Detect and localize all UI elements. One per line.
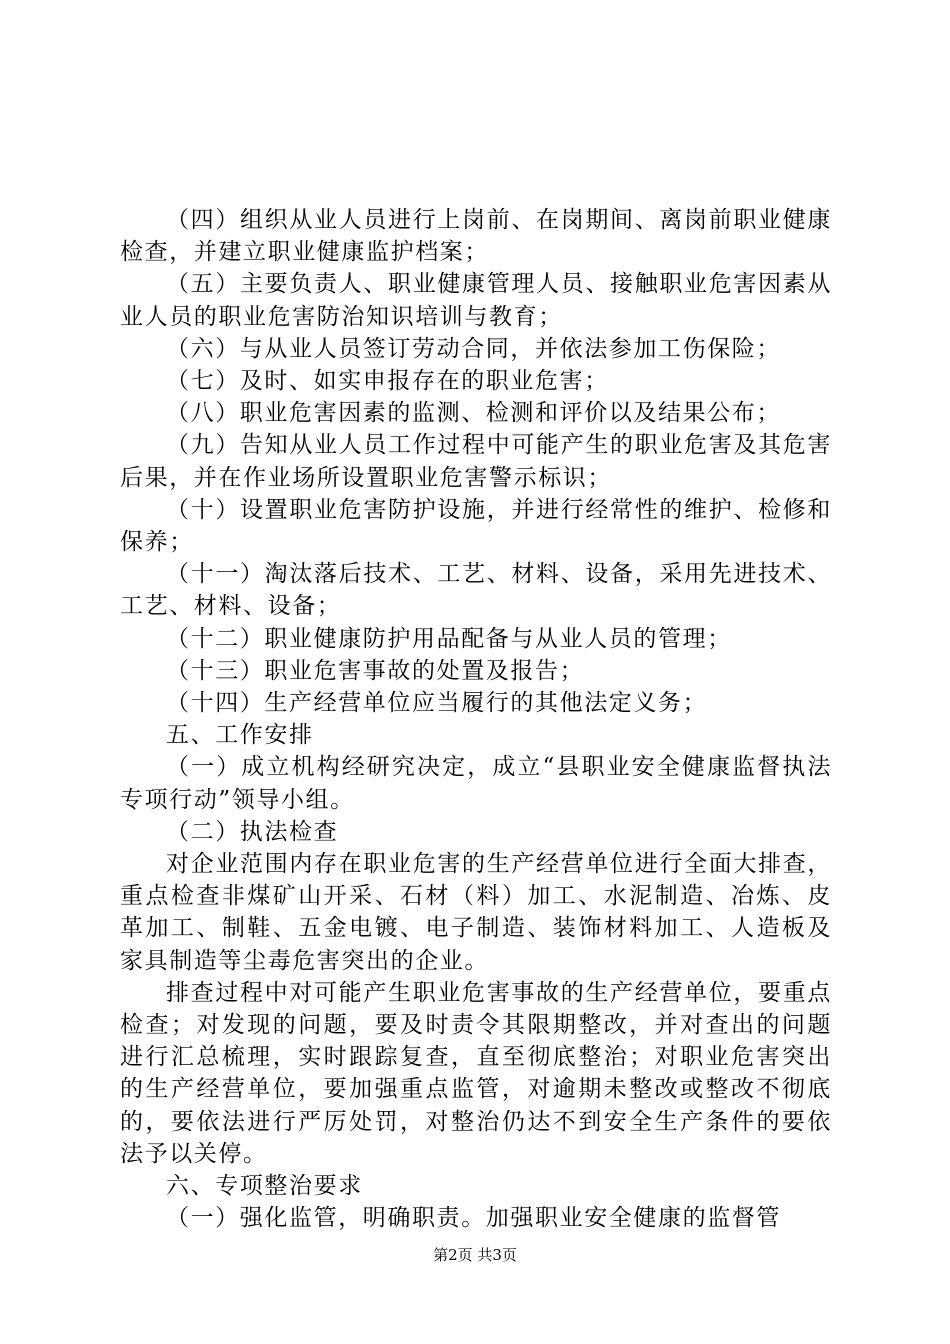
paragraph: （十三）职业危害事故的处置及报告； (166, 657, 585, 684)
paragraph: （十四）生产经营单位应当履行的其他法定义务； (166, 690, 708, 717)
paragraph: 排查过程中对可能产生职业危害事故的生产经营单位，要重点检查；对发现的问题，要及时责令其限期整改，并对查出的问题进行汇总梳理，实时跟踪复查，直至彻底整治；对职业危害突出的生产经营单位，要加强重点监管，对逾期未整改或整改不彻底的，要依法进行严厉处罚，对整治仍达不到安全生产条件的要依法予以关停。 (120, 979, 832, 1167)
paragraph: （一）成立机构经研究决定，成立“县职业安全健康监督执法专项行动”领导小组。 (120, 754, 832, 813)
paragraph: （九）告知从业人员工作过程中可能产生的职业危害及其危害后果，并在作业场所设置职业危害警示标识； (120, 432, 832, 491)
paragraph: （五）主要负责人、职业健康管理人员、接触职业危害因素从业人员的职业危害防治知识培训与教育； (120, 271, 832, 330)
paragraph: （一）强化监管，明确职责。加强职业安全健康的监督管 (166, 1205, 781, 1232)
paragraph: 对企业范围内存在职业危害的生产经营单位进行全面大排查，重点检查非煤矿山开采、石材（料）加工、水泥制造、冶炼、皮革加工、制鞋、五金电镀、电子制造、装饰材料加工、人造板及家具制造等尘毒危害突出的企业。 (120, 851, 832, 974)
section-heading: 六、专项整治要求 (166, 1173, 363, 1200)
document-body (120, 204, 832, 1235)
paragraph: （十二）职业健康防护用品配备与从业人员的管理； (166, 625, 732, 652)
paragraph: （十一）淘汰落后技术、工艺、材料、设备，采用先进技术、工艺、材料、设备； (120, 561, 832, 620)
paragraph: （十）设置职业危害防护设施，并进行经常性的维护、检修和保养； (120, 496, 832, 556)
subsection-heading: （二）执法检查 (166, 818, 339, 845)
paragraph: （七）及时、如实申报存在的职业危害； (166, 368, 609, 395)
paragraph: （八）职业危害因素的监测、检测和评价以及结果公布； (166, 400, 781, 427)
section-heading: 五、工作安排 (166, 722, 314, 749)
paragraph: （六）与从业人员签订劳动合同，并依法参加工伤保险； (166, 335, 781, 362)
page-number-footer: 第2页 共3页 (433, 1246, 517, 1264)
paragraph: （四）组织从业人员进行上岗前、在岗期间、离岗前职业健康检查，并建立职业健康监护档案； (120, 207, 832, 266)
